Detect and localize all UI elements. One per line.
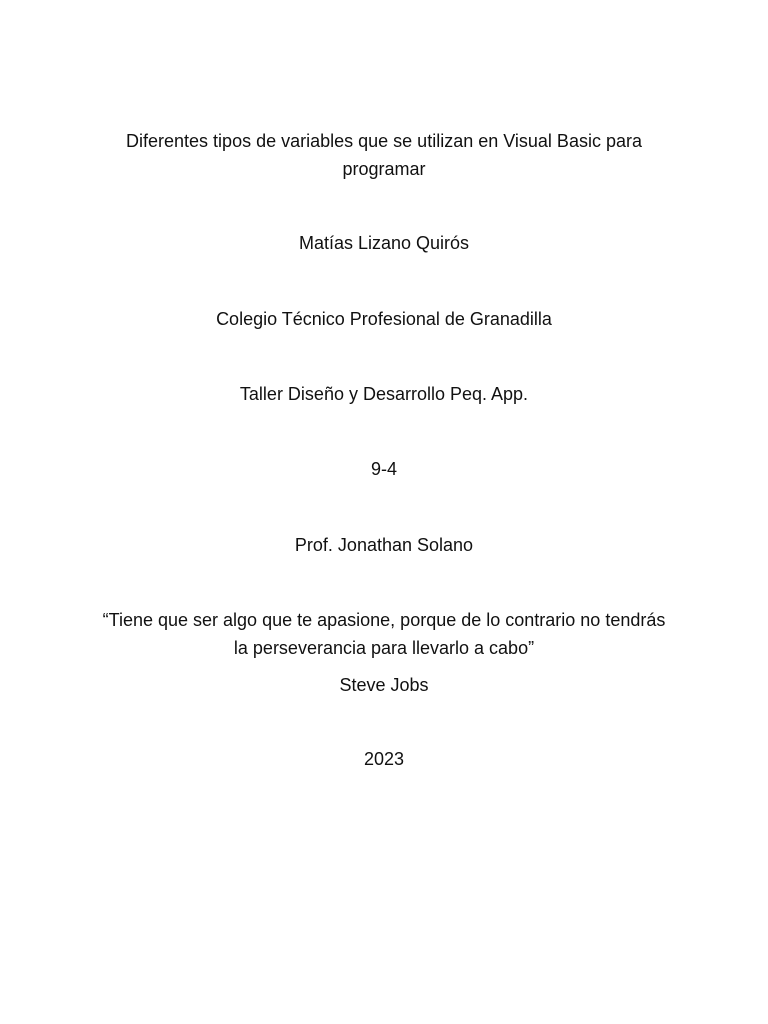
quote-author: Steve Jobs bbox=[339, 675, 429, 695]
document-title bbox=[60, 127, 708, 183]
school-name: Colegio Técnico Profesional de Granadilla bbox=[216, 309, 552, 329]
group-label: 9-4 bbox=[370, 459, 397, 479]
author-name: Matías Lizano Quirós bbox=[298, 233, 470, 253]
course-name: Taller Diseño y Desarrollo Peq. App. bbox=[239, 384, 529, 404]
quote bbox=[60, 606, 708, 662]
year: 2023 bbox=[363, 749, 405, 769]
teacher-name: Prof. Jonathan Solano bbox=[294, 535, 474, 555]
title-line-2: programar bbox=[342, 159, 426, 179]
title-line-1: Diferentes tipos de variables que se utilizan en Visual Basic para bbox=[126, 131, 642, 151]
quote-line-1: “Tiene que ser algo que te apasione, porque de lo contrario no tendrás bbox=[102, 610, 666, 630]
quote-line-2: la perseverancia para llevarlo a cabo” bbox=[233, 638, 535, 658]
